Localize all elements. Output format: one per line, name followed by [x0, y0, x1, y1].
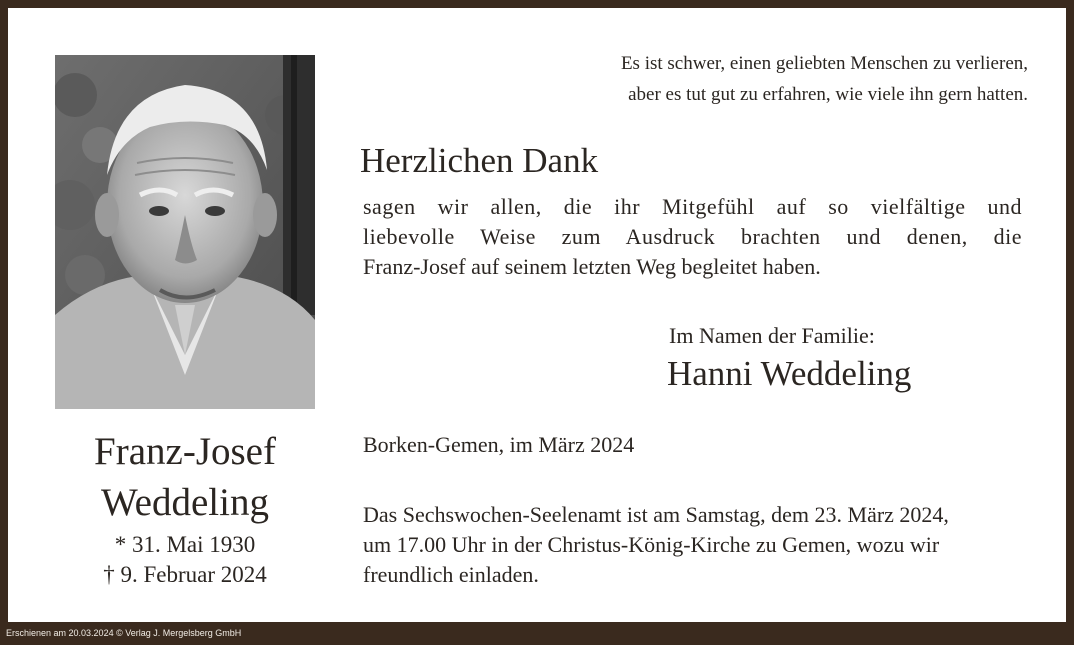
birth-date: * 31. Mai 1930 [114, 532, 256, 557]
place-date: Borken-Gemen, im März 2024 [363, 432, 635, 457]
quote-line-2: aber es tut gut zu erfahren, wie viele ihn gern hatten. [628, 84, 1028, 105]
signature-intro: Im Namen der Familie: [669, 323, 875, 348]
mass-text-line: Das Sechswochen-Seelenamt ist am Samstag, dem 23. März 2024, [363, 502, 949, 527]
deceased-first-name: Franz-Josef [94, 430, 276, 473]
thanks-heading: Herzlichen Dank [360, 141, 599, 180]
signature-name: Hanni Weddeling [667, 354, 912, 393]
death-date: † 9. Februar 2024 [103, 562, 267, 587]
mass-text-line: freundlich einladen. [363, 562, 539, 587]
thanks-text-line: liebevolle Weise zum Ausdruck brachten und denen, die [363, 224, 1022, 249]
mass-text-line: um 17.00 Uhr in der Christus-König-Kirche zu Gemen, wozu wir [363, 532, 940, 557]
portrait-photo [55, 55, 315, 409]
thanks-text-line: Franz-Josef auf seinem letzten Weg begleitet haben. [363, 254, 821, 279]
publication-footer: Erschienen am 20.03.2024 © Verlag J. Mergelsberg GmbH [0, 622, 1074, 645]
thanks-text-line: sagen wir allen, die ihr Mitgefühl auf so vielfältige und [363, 194, 1022, 219]
obituary-sheet [8, 8, 1066, 622]
quote-line-1: Es ist schwer, einen geliebten Menschen zu verlieren, [620, 53, 1028, 74]
deceased-last-name: Weddeling [101, 481, 269, 524]
